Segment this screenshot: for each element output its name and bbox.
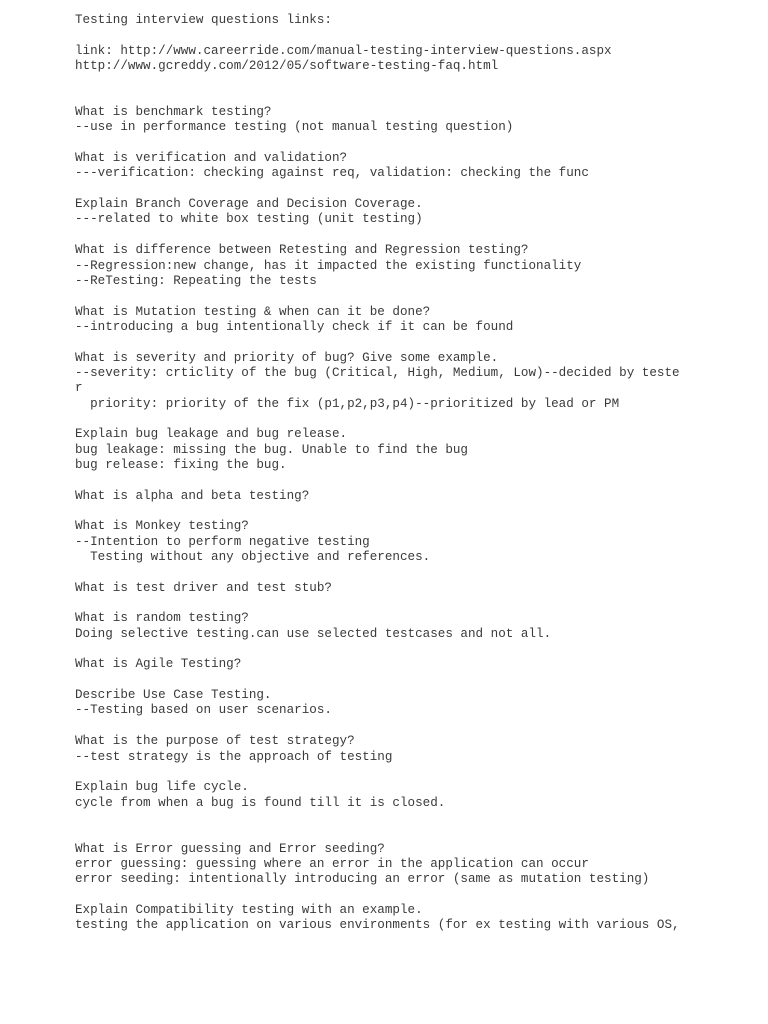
blank-line: [75, 888, 755, 903]
text-line: cycle from when a bug is found till it is closed.: [75, 795, 446, 810]
blank-line: [75, 182, 755, 197]
text-line: Doing selective testing.can use selected testcases and not all.: [75, 626, 552, 641]
text-line: What is Monkey testing?: [75, 519, 249, 534]
blank-line: [75, 289, 755, 304]
text-line: error guessing: guessing where an error in the application can occur: [75, 856, 589, 871]
text-line: Explain bug life cycle.: [75, 780, 249, 795]
text-line: bug leakage: missing the bug. Unable to find the bug: [75, 442, 468, 457]
text-line: What is severity and priority of bug? Give some example.: [75, 350, 499, 365]
text-line: Describe Use Case Testing.: [75, 688, 272, 703]
blank-line: [75, 811, 755, 826]
text-line: What is alpha and beta testing?: [75, 488, 310, 503]
blank-line: [75, 642, 755, 657]
text-line: ---verification: checking against req, validation: checking the func: [75, 166, 589, 181]
document-text-body: [75, 13, 755, 934]
text-line: What is test driver and test stub?: [75, 580, 332, 595]
text-line: Testing without any objective and references.: [75, 550, 431, 565]
text-line: What is Mutation testing & when can it be done?: [75, 304, 431, 319]
blank-line: [75, 673, 755, 688]
text-line: --test strategy is the approach of testing: [75, 749, 393, 764]
blank-line: [75, 504, 755, 519]
text-line: Testing interview questions links:: [75, 13, 332, 27]
text-line: ---related to white box testing (unit testing): [75, 212, 423, 227]
text-line: --use in performance testing (not manual testing question): [75, 120, 514, 135]
text-line: What is random testing?: [75, 611, 249, 626]
text-line: Explain Branch Coverage and Decision Coverage.: [75, 197, 423, 212]
text-line: What is verification and validation?: [75, 151, 348, 166]
blank-line: [75, 136, 755, 151]
text-line: error seeding: intentionally introducing an error (same as mutation testing): [75, 872, 650, 887]
blank-line: [75, 28, 755, 43]
blank-line: [75, 565, 755, 580]
blank-line: [75, 335, 755, 350]
text-line: What is difference between Retesting and Regression testing?: [75, 243, 529, 258]
text-line: What is Error guessing and Error seeding?: [75, 841, 385, 856]
text-line: testing the application on various environments (for ex testing with various OS,: [75, 918, 680, 933]
blank-line: [75, 826, 755, 841]
blank-line: [75, 765, 755, 780]
blank-line: [75, 90, 755, 105]
text-line: --Testing based on user scenarios.: [75, 703, 332, 718]
blank-line: [75, 473, 755, 488]
text-line: priority: priority of the fix (p1,p2,p3,p4)--prioritized by lead or PM: [75, 396, 620, 411]
text-line: http://www.gcreddy.com/2012/05/software-testing-faq.html: [75, 59, 499, 74]
text-line: link: http://www.careerride.com/manual-testing-interview-questions.aspx: [75, 43, 612, 58]
blank-line: [75, 719, 755, 734]
text-line: Explain bug leakage and bug release.: [75, 427, 348, 442]
text-line: What is the purpose of test strategy?: [75, 734, 355, 749]
text-line: --Intention to perform negative testing: [75, 534, 370, 549]
blank-line: [75, 412, 755, 427]
text-line: --severity: crticlity of the bug (Critical, High, Medium, Low)--decided by teste: [75, 365, 680, 380]
text-line: What is Agile Testing?: [75, 657, 242, 672]
text-line: --Regression:new change, has it impacted the existing functionality: [75, 258, 582, 273]
text-line: r: [75, 381, 83, 396]
text-line: --ReTesting: Repeating the tests: [75, 273, 317, 288]
text-line: bug release: fixing the bug.: [75, 457, 287, 472]
text-line: Explain Compatibility testing with an example.: [75, 902, 423, 917]
text-line: What is benchmark testing?: [75, 105, 272, 120]
text-line: --introducing a bug intentionally check if it can be found: [75, 319, 514, 334]
blank-line: [75, 74, 755, 89]
blank-line: [75, 228, 755, 243]
blank-line: [75, 596, 755, 611]
